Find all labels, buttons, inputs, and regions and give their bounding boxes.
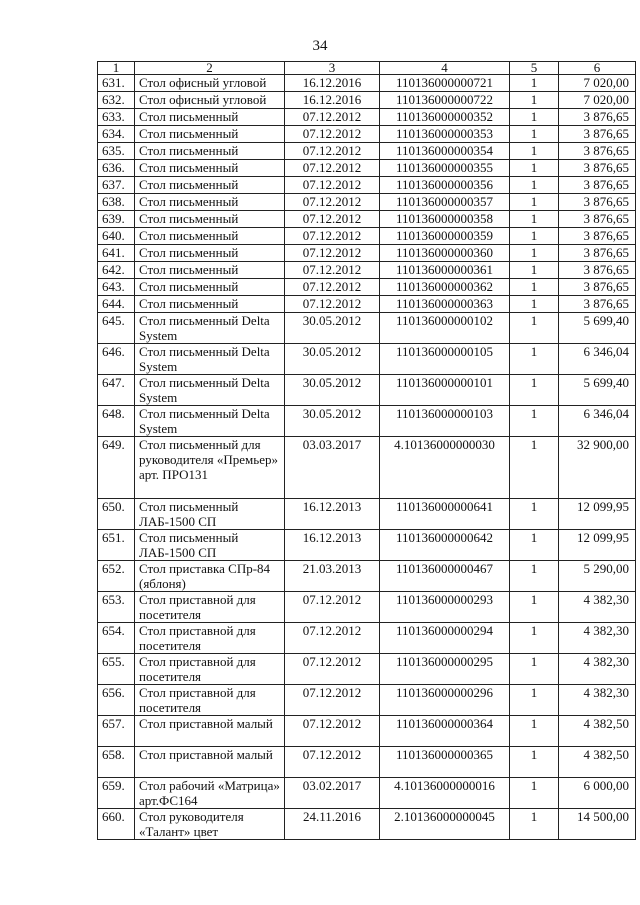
item-name-cell: Стол письменный Delta System (135, 375, 285, 406)
item-name-cell: Стол письменный (135, 245, 285, 262)
inventory-number-cell: 110136000000362 (380, 279, 510, 296)
table-row (98, 228, 636, 245)
item-name-cell: Стол письменный (135, 279, 285, 296)
quantity-cell: 1 (510, 561, 559, 592)
inventory-number-cell: 2.10136000000045 (380, 809, 510, 840)
item-name-cell: Стол письменный (135, 109, 285, 126)
amount-cell: 3 876,65 (559, 262, 636, 279)
amount-cell: 5 290,00 (559, 561, 636, 592)
row-number-cell: 646. (98, 344, 135, 375)
amount-cell: 3 876,65 (559, 279, 636, 296)
inventory-number-cell: 110136000000361 (380, 262, 510, 279)
quantity-cell: 1 (510, 716, 559, 747)
table-row (98, 778, 636, 809)
row-number-cell: 643. (98, 279, 135, 296)
quantity-cell: 1 (510, 143, 559, 160)
inventory-number-cell: 110136000000722 (380, 92, 510, 109)
quantity-cell: 1 (510, 279, 559, 296)
item-name-cell: Стол руководителя «Талант» цвет (135, 809, 285, 840)
date-cell: 03.02.2017 (285, 778, 380, 809)
amount-cell: 6 346,04 (559, 406, 636, 437)
inventory-number-cell: 110136000000364 (380, 716, 510, 747)
row-number-cell: 650. (98, 499, 135, 530)
date-cell: 16.12.2016 (285, 92, 380, 109)
table-row (98, 177, 636, 194)
date-cell: 30.05.2012 (285, 375, 380, 406)
row-number-cell: 659. (98, 778, 135, 809)
table-row (98, 561, 636, 592)
inventory-number-cell: 110136000000360 (380, 245, 510, 262)
date-cell: 07.12.2012 (285, 296, 380, 313)
item-name-cell: Стол приставной малый (135, 747, 285, 778)
inventory-number-cell: 110136000000641 (380, 499, 510, 530)
table-row (98, 685, 636, 716)
date-cell: 07.12.2012 (285, 228, 380, 245)
date-cell: 07.12.2012 (285, 211, 380, 228)
inventory-number-cell: 110136000000359 (380, 228, 510, 245)
date-cell: 16.12.2013 (285, 499, 380, 530)
date-cell: 07.12.2012 (285, 654, 380, 685)
inventory-number-cell: 110136000000295 (380, 654, 510, 685)
inventory-number-cell: 110136000000365 (380, 747, 510, 778)
amount-cell: 12 099,95 (559, 499, 636, 530)
quantity-cell: 1 (510, 437, 559, 499)
inventory-number-cell: 110136000000363 (380, 296, 510, 313)
table-row (98, 499, 636, 530)
table-row (98, 109, 636, 126)
date-cell: 03.03.2017 (285, 437, 380, 499)
table-row (98, 437, 636, 499)
row-number-cell: 645. (98, 313, 135, 344)
quantity-cell: 1 (510, 406, 559, 437)
quantity-cell: 1 (510, 778, 559, 809)
row-number-cell: 631. (98, 75, 135, 92)
table-row (98, 296, 636, 313)
row-number-cell: 653. (98, 592, 135, 623)
inventory-number-cell: 110136000000642 (380, 530, 510, 561)
table-row (98, 716, 636, 747)
amount-cell: 32 900,00 (559, 437, 636, 499)
date-cell: 07.12.2012 (285, 177, 380, 194)
date-cell: 21.03.2013 (285, 561, 380, 592)
quantity-cell: 1 (510, 375, 559, 406)
amount-cell: 4 382,30 (559, 654, 636, 685)
row-number-cell: 637. (98, 177, 135, 194)
column-header: 3 (285, 62, 380, 75)
item-name-cell: Стол письменный (135, 160, 285, 177)
row-number-cell: 660. (98, 809, 135, 840)
amount-cell: 3 876,65 (559, 228, 636, 245)
date-cell: 07.12.2012 (285, 262, 380, 279)
row-number-cell: 657. (98, 716, 135, 747)
row-number-cell: 632. (98, 92, 135, 109)
quantity-cell: 1 (510, 344, 559, 375)
date-cell: 30.05.2012 (285, 313, 380, 344)
quantity-cell: 1 (510, 313, 559, 344)
inventory-number-cell: 110136000000352 (380, 109, 510, 126)
item-name-cell: Стол приставной для посетителя (135, 592, 285, 623)
date-cell: 07.12.2012 (285, 747, 380, 778)
quantity-cell: 1 (510, 228, 559, 245)
quantity-cell: 1 (510, 109, 559, 126)
row-number-cell: 654. (98, 623, 135, 654)
item-name-cell: Стол приставной для посетителя (135, 685, 285, 716)
inventory-number-cell: 110136000000355 (380, 160, 510, 177)
amount-cell: 3 876,65 (559, 177, 636, 194)
row-number-cell: 649. (98, 437, 135, 499)
item-name-cell: Стол письменный (135, 228, 285, 245)
inventory-number-cell: 4.10136000000016 (380, 778, 510, 809)
item-name-cell: Стол приставной для посетителя (135, 654, 285, 685)
table-row (98, 160, 636, 177)
table-row (98, 126, 636, 143)
table-row (98, 262, 636, 279)
amount-cell: 6 000,00 (559, 778, 636, 809)
row-number-cell: 633. (98, 109, 135, 126)
item-name-cell: Стол письменный ЛАБ-1500 СП (135, 499, 285, 530)
row-number-cell: 651. (98, 530, 135, 561)
quantity-cell: 1 (510, 75, 559, 92)
table-row (98, 530, 636, 561)
inventory-number-cell: 110136000000721 (380, 75, 510, 92)
table-row (98, 406, 636, 437)
date-cell: 24.11.2016 (285, 809, 380, 840)
quantity-cell: 1 (510, 530, 559, 561)
inventory-number-cell: 110136000000101 (380, 375, 510, 406)
date-cell: 07.12.2012 (285, 194, 380, 211)
date-cell: 07.12.2012 (285, 143, 380, 160)
quantity-cell: 1 (510, 211, 559, 228)
date-cell: 07.12.2012 (285, 716, 380, 747)
quantity-cell: 1 (510, 245, 559, 262)
item-name-cell: Стол письменный Delta System (135, 344, 285, 375)
row-number-cell: 648. (98, 406, 135, 437)
date-cell: 07.12.2012 (285, 623, 380, 654)
amount-cell: 12 099,95 (559, 530, 636, 561)
table-row (98, 592, 636, 623)
date-cell: 07.12.2012 (285, 160, 380, 177)
column-header: 6 (559, 62, 636, 75)
row-number-cell: 634. (98, 126, 135, 143)
quantity-cell: 1 (510, 654, 559, 685)
table-row (98, 194, 636, 211)
amount-cell: 3 876,65 (559, 194, 636, 211)
table-row (98, 211, 636, 228)
row-number-cell: 638. (98, 194, 135, 211)
item-name-cell: Стол офисный угловой (135, 92, 285, 109)
item-name-cell: Стол письменный (135, 126, 285, 143)
row-number-cell: 640. (98, 228, 135, 245)
table-row (98, 654, 636, 685)
quantity-cell: 1 (510, 809, 559, 840)
quantity-cell: 1 (510, 623, 559, 654)
item-name-cell: Стол письменный Delta System (135, 406, 285, 437)
inventory-number-cell: 110136000000357 (380, 194, 510, 211)
row-number-cell: 642. (98, 262, 135, 279)
column-header: 2 (135, 62, 285, 75)
table-row (98, 279, 636, 296)
inventory-number-cell: 110136000000105 (380, 344, 510, 375)
inventory-number-cell: 110136000000294 (380, 623, 510, 654)
quantity-cell: 1 (510, 296, 559, 313)
amount-cell: 14 500,00 (559, 809, 636, 840)
amount-cell: 3 876,65 (559, 160, 636, 177)
amount-cell: 4 382,30 (559, 592, 636, 623)
row-number-cell: 636. (98, 160, 135, 177)
inventory-number-cell: 110136000000293 (380, 592, 510, 623)
row-number-cell: 652. (98, 561, 135, 592)
table-row (98, 245, 636, 262)
amount-cell: 4 382,50 (559, 716, 636, 747)
amount-cell: 4 382,30 (559, 623, 636, 654)
quantity-cell: 1 (510, 126, 559, 143)
amount-cell: 4 382,30 (559, 685, 636, 716)
item-name-cell: Стол письменный (135, 177, 285, 194)
quantity-cell: 1 (510, 92, 559, 109)
item-name-cell: Стол письменный (135, 143, 285, 160)
table-row (98, 75, 636, 92)
inventory-number-cell: 110136000000296 (380, 685, 510, 716)
amount-cell: 7 020,00 (559, 92, 636, 109)
page-number: 34 (312, 38, 328, 54)
quantity-cell: 1 (510, 499, 559, 530)
amount-cell: 7 020,00 (559, 75, 636, 92)
quantity-cell: 1 (510, 262, 559, 279)
item-name-cell: Стол письменный (135, 262, 285, 279)
column-header: 4 (380, 62, 510, 75)
table-row (98, 344, 636, 375)
table-row (98, 375, 636, 406)
table-row (98, 809, 636, 840)
row-number-cell: 655. (98, 654, 135, 685)
date-cell: 07.12.2012 (285, 245, 380, 262)
inventory-table (97, 61, 636, 840)
row-number-cell: 635. (98, 143, 135, 160)
column-header: 1 (98, 62, 135, 75)
amount-cell: 3 876,65 (559, 245, 636, 262)
date-cell: 30.05.2012 (285, 344, 380, 375)
quantity-cell: 1 (510, 685, 559, 716)
table-row (98, 92, 636, 109)
table-row (98, 623, 636, 654)
date-cell: 16.12.2013 (285, 530, 380, 561)
item-name-cell: Стол офисный угловой (135, 75, 285, 92)
inventory-number-cell: 110136000000103 (380, 406, 510, 437)
table-header-row (98, 62, 636, 75)
inventory-number-cell: 110136000000358 (380, 211, 510, 228)
date-cell: 16.12.2016 (285, 75, 380, 92)
quantity-cell: 1 (510, 177, 559, 194)
date-cell: 07.12.2012 (285, 279, 380, 296)
amount-cell: 5 699,40 (559, 313, 636, 344)
row-number-cell: 644. (98, 296, 135, 313)
row-number-cell: 647. (98, 375, 135, 406)
row-number-cell: 658. (98, 747, 135, 778)
inventory-number-cell: 4.10136000000030 (380, 437, 510, 499)
inventory-number-cell: 110136000000354 (380, 143, 510, 160)
item-name-cell: Стол письменный Delta System (135, 313, 285, 344)
item-name-cell: Стол рабочий «Матрица» арт.ФС164 (135, 778, 285, 809)
table-row (98, 143, 636, 160)
row-number-cell: 641. (98, 245, 135, 262)
date-cell: 07.12.2012 (285, 685, 380, 716)
inventory-number-cell: 110136000000353 (380, 126, 510, 143)
row-number-cell: 656. (98, 685, 135, 716)
date-cell: 07.12.2012 (285, 592, 380, 623)
table-row (98, 313, 636, 344)
table-row (98, 747, 636, 778)
inventory-number-cell: 110136000000467 (380, 561, 510, 592)
item-name-cell: Стол письменный (135, 194, 285, 211)
column-header: 5 (510, 62, 559, 75)
amount-cell: 3 876,65 (559, 126, 636, 143)
date-cell: 07.12.2012 (285, 126, 380, 143)
item-name-cell: Стол письменный (135, 296, 285, 313)
item-name-cell: Стол приставка СПр-84 (яблоня) (135, 561, 285, 592)
item-name-cell: Стол приставной для посетителя (135, 623, 285, 654)
item-name-cell: Стол письменный ЛАБ-1500 СП (135, 530, 285, 561)
quantity-cell: 1 (510, 194, 559, 211)
inventory-number-cell: 110136000000356 (380, 177, 510, 194)
item-name-cell: Стол приставной малый (135, 716, 285, 747)
item-name-cell: Стол письменный для руководителя «Премьер» арт. ПРО131 (135, 437, 285, 499)
amount-cell: 3 876,65 (559, 109, 636, 126)
item-name-cell: Стол письменный (135, 211, 285, 228)
amount-cell: 5 699,40 (559, 375, 636, 406)
amount-cell: 6 346,04 (559, 344, 636, 375)
amount-cell: 3 876,65 (559, 296, 636, 313)
amount-cell: 3 876,65 (559, 143, 636, 160)
inventory-number-cell: 110136000000102 (380, 313, 510, 344)
quantity-cell: 1 (510, 592, 559, 623)
quantity-cell: 1 (510, 160, 559, 177)
date-cell: 30.05.2012 (285, 406, 380, 437)
quantity-cell: 1 (510, 747, 559, 778)
amount-cell: 3 876,65 (559, 211, 636, 228)
row-number-cell: 639. (98, 211, 135, 228)
date-cell: 07.12.2012 (285, 109, 380, 126)
amount-cell: 4 382,50 (559, 747, 636, 778)
